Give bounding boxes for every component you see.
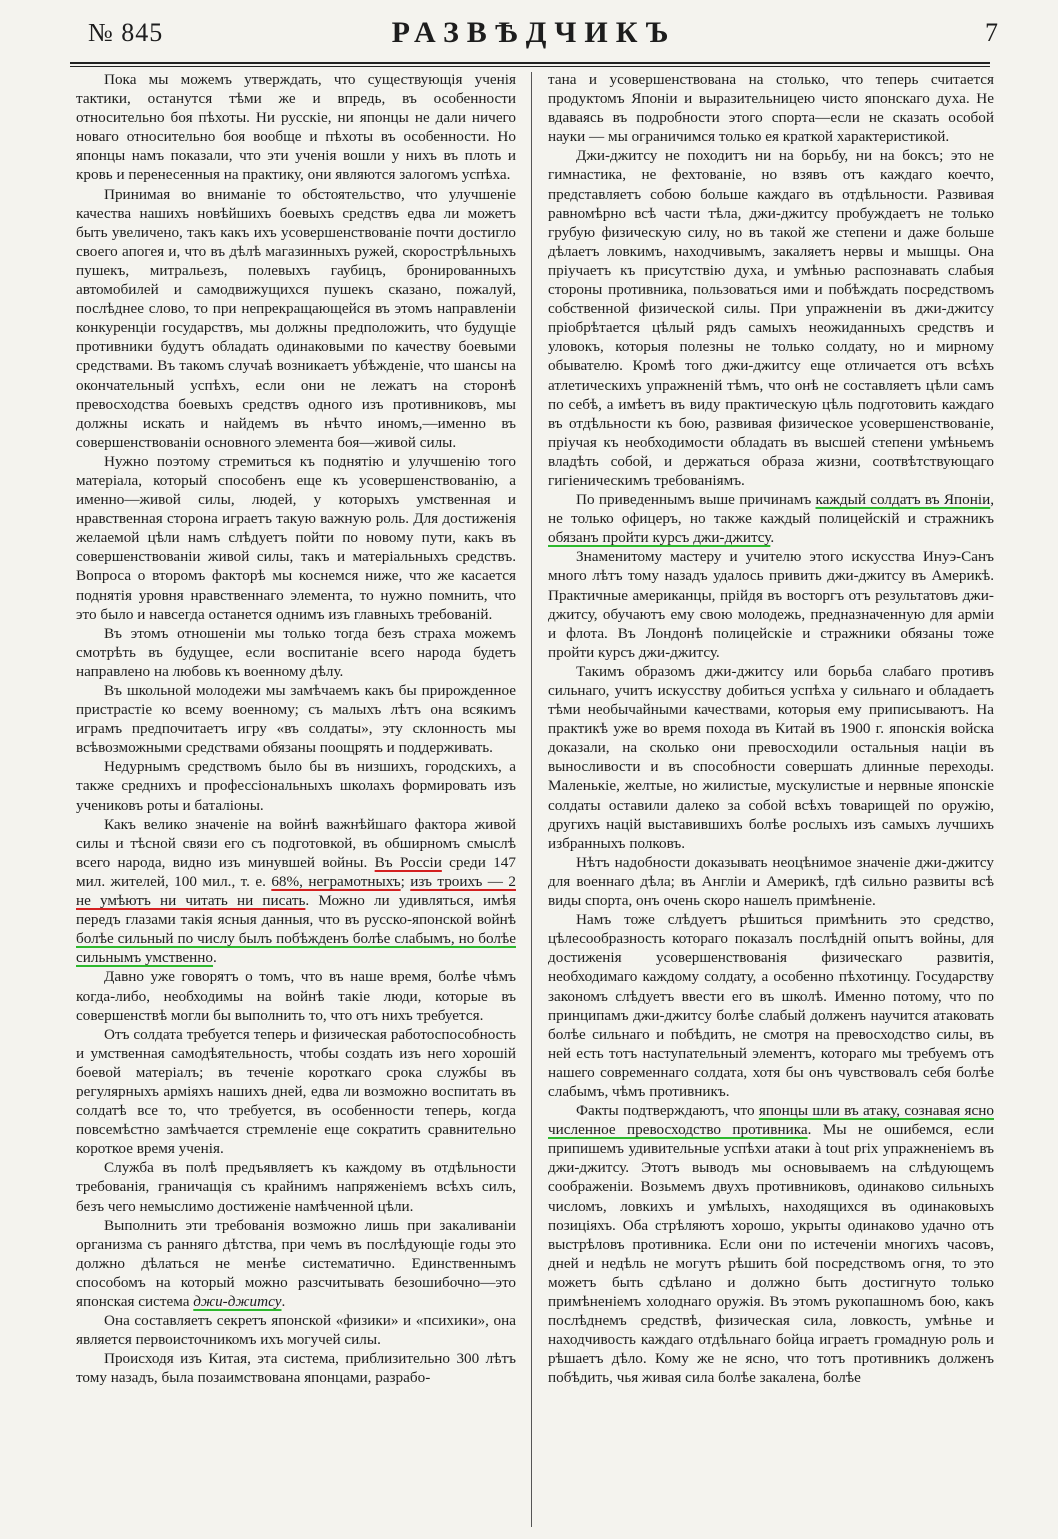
text-run: , не только офицеръ, но также каждый полицейскій и стражникъ (548, 491, 994, 528)
highlighted-paragraph (76, 815, 516, 968)
header-rule-thin (70, 66, 990, 67)
text-run: . (281, 1293, 286, 1310)
paragraph: Такимъ образомъ джи-джитсу или борьба слабаго противъ сильнаго, учитъ искусству добиться успѣха у сильнаго и обладаетъ тѣми необычайными качествами, которыя ему приписываютъ. На практикѣ уже во время похода въ Китай въ 1900 г. японскія войска доказали, на сколько они превосходили остальныя націи въ выносливости и въ способности совершать длинные переходы. Маленькіе, желтые, но жилистые, мускулистые и нервные японскіе солдаты оставили далеко за собой всѣхъ товарищей по оружію, другихъ націй выставившихъ болѣе рослыхъ изъ самыхъ лучшихъ избранныхъ полковъ. (548, 662, 994, 852)
column-divider (531, 72, 532, 1527)
paragraph: Пока мы можемъ утверждать, что существующія ученія тактики, останутся тѣми же и впредь, въ особенности относительно боя пѣхоты. Ни русскіе, ни японцы не дали ничего новаго относительно боя вообще и пѣхоты въ особенности. Но японцы намъ показали, что эти ученія вошли у нихъ въ плоть и кровь и перенесенныя на практику, они являются залогомъ успѣха. (76, 71, 516, 184)
paragraph: Въ школьной молодежи мы замѣчаемъ какъ бы прирожденное пристрастіе ко всему военному; съ малыхъ лѣтъ она всякимъ играмъ предпочитаетъ игру «въ солдаты», эту склонность мы всѣвозможными средствами обязаны поощрять и поддерживать. (76, 682, 516, 757)
red-underline-russia: Въ Россіи (374, 853, 442, 871)
japan-paragraph (548, 490, 994, 547)
right-column (548, 70, 994, 1530)
green-underline-jiu-jitsu: джи-джитсу (193, 1293, 282, 1310)
text-run: . (213, 949, 217, 967)
paragraph: Отъ солдата требуется теперь и физическая работоспособность и умственная самодѣятельность, чтобы создать изъ него хорошій боевой матеріалъ; въ теченіе короткаго срока службы въ регулярныхъ арміяхъ нашихъ дней, едва ли возможно воспитать въ солдатѣ все то, что требуется, въ особенности теперь, когда повсемѣстно замѣчается стремленіе еще сократить сравнительно короткое время ученія. (76, 1025, 516, 1158)
green-underline-stronger: болѣе сильный по числу былъ побѣжденъ болѣе слабымъ, но болѣе сильнымъ умственно (76, 930, 516, 967)
paragraph: Намъ тоже слѣдуетъ рѣшиться примѣнить это средство, цѣлесообразность котораго показалъ послѣдній опытъ войны, для достиженія усовершенствованія физическаго развитія, необходимаго каждому солдату, а особенно пѣхотинцу. Государству закономъ слѣдуетъ ввести его въ школѣ. Именно потому, что по принципамъ джи-джитсу болѣе слабый долженъ научится атаковать болѣе сильнаго и побѣдить, не смотря на превосходство силы, въ ней есть тотъ наступательный элементъ, котораго мы требуемъ отъ нашего современнаго солдата, хотя бы онъ чувствовалъ себя болѣе слабымъ, чѣмъ противникъ. (548, 911, 994, 1100)
jiu-paragraph (76, 1216, 516, 1311)
periodical-title: РАЗВѢДЧИКЪ (391, 16, 677, 49)
text-run: Факты подтверждаютъ, что (576, 1102, 759, 1120)
text-run: . Мы не ошибемся, если припишемъ удивительные успѣхи атаки à tout prix упражненіемъ въ джи-джитсу. Этотъ выводъ мы основываемъ на слѣдующемъ соображеніи. Возьмемъ двухъ противниковъ, одинаково сильныхъ числомъ, ловкихъ и умѣлыхъ, находящихся въ одинаковыхъ позиціяхъ. Оба стрѣляютъ хорошо, укрыты одинаково удачно отъ выстрѣловъ противника. Если они по истеченіи многихъ часовъ, дней и недѣль не могутъ рѣшить бой посредствомъ огня, то это можетъ быть сдѣлано и должно быть достигнуто только примѣненіемъ холоднаго оружія. Въ этомъ рукопашномъ бою, какъ послѣднемъ средствѣ, физическая сила, ловкость, умѣнье и находчивость каждаго отдѣльнаго бойца играетъ громадную роль и рѣшаетъ дѣло. Кому же не ясно, что тотъ противникъ долженъ побѣдить, чья живая сила болѣе закалена, болѣе (548, 1121, 994, 1387)
text-run: . Можно ли удивляться, имѣя передъ глазами такія ясныя данныя, что въ русско-японской войнѣ (76, 892, 516, 929)
left-column (76, 70, 516, 1530)
text-run: По приведеннымъ выше причинамъ (576, 491, 816, 509)
paragraph: Джи-джитсу не походитъ ни на борьбу, ни на боксъ; это не гимнастика, не фехтованіе, но взявъ отъ каждаго коечто, представляетъ собою больше каждаго въ отдѣльности. Развивая равномѣрно всѣ части тѣла, джи-джитсу пробуждаетъ не только грубую физическую силу, но въ такой же степени и даже больше дѣлаетъ ловкимъ, находчивымъ, закаляетъ нервы и мышцы. Она пріучаетъ къ присутствію духа, и умѣнью распознавать слабыя стороны противника, пользоваться ими и побѣждать посредствомъ собственной физической силы. При упражненіи въ джи-джитсу пріобрѣтается цѣлый рядъ самыхъ неожиданныхъ средствъ и уловокъ, которыя полезны не только солдату, но и мирному обывателю. Кромѣ того джи-джитсу еще отличается отъ всѣхъ атлетическихъ упражненій тѣмъ, что онѣ не составляетъ цѣли самъ по себѣ, а имѣетъ въ виду практическую цѣль подготовить каждаго въ отдѣльности къ бою, развивая физическое усовершенствованіе, пріучая къ необходимости обладать въ высшей степени умѣньемъ владѣть собой, и держаться образа жизни, соотвѣтствующаго гигіеническимъ требованіямъ. (548, 147, 994, 489)
text-run: ; (400, 872, 411, 890)
green-underline-course: обязанъ пройти курсъ джи-джитсу (548, 529, 771, 547)
continued-paragraph: тана и усовершенствована на столько, что теперь считается продуктомъ Японіи и выразительницею чисто японскаго духа. Не вдаваясь въ подробности этого спорта—если не сказать особой науки — мы ограничимся только ея краткой характеристикой. (548, 71, 994, 146)
facts-paragraph (548, 1101, 994, 1387)
red-underline-illiterate: 68%, неграмотныхъ (271, 872, 401, 890)
green-underline-every-soldier: каждый солдатъ въ Японіи (815, 491, 991, 509)
paragraph: Недурнымъ средствомъ было бы въ низшихъ, городскихъ, а также среднихъ и профессіональныхъ школахъ формировать изъ учениковъ роты и баталіоны. (76, 758, 516, 814)
header-rule (70, 62, 990, 64)
paragraph: Нужно поэтому стремиться къ поднятію и улучшенію того матеріала, который способенъ еще къ усовершенствованію, а именно—живой силы, людей, у которыхъ умственная и нравственная сторона играетъ такую важную роль. Для достиженія желаемой цѣли намъ слѣдуетъ пойти по новому пути, какъ въ совершенствованіи живой силы, такъ и матеріальныхъ средствъ. Вопроса о второмъ факторѣ мы коснемся ниже, что же касается поднятія уровня нравственнаго элемента, то нужно помнить, что это было и навсегда останется однимъ изъ главныхъ требованій. (76, 452, 516, 623)
paragraph: Давно уже говорятъ о томъ, что въ наше время, болѣе чѣмъ когда-либо, необходимы на войнѣ такіе люди, которые въ совершенствѣ могли бы выполнить то, что отъ нихъ требуется. (76, 968, 516, 1024)
paragraph: Она составляетъ секретъ японской «физики» и «психики», она является первоисточникомъ ихъ могучей силы. (76, 1312, 516, 1349)
paragraph: Нѣтъ надобности доказывать неоцѣнимое значеніе джи-джитсу для военнаго дѣла; въ Англіи и Америкѣ, гдѣ сильно развиты всѣ виды спорта, онъ очень скоро нашелъ примѣненіе. (548, 853, 994, 910)
issue-number: № 845 (88, 18, 164, 47)
text-run: Выполнить эти требованія возможно лишь при закаливаніи организма съ ранняго дѣтства, при чемъ въ послѣдующіе годы это должно дѣлаться не менѣе систематично. Единственнымъ способомъ на который можно разсчитывать безошибочно—это японская система (76, 1216, 516, 1310)
text-run: . (770, 529, 775, 547)
page-number: 7 (985, 18, 998, 47)
red-underline-two-of-three: изъ троихъ — 2 не умѣютъ ни читать ни писать (76, 872, 516, 910)
paragraph: Знаменитому мастеру и учителю этого искусства Инуэ-Санъ много лѣтъ тому назадъ удалось привить джи-джитсу въ Америкѣ. Практичные американцы, прійдя въ восторгъ отъ результатовъ джи-джитсу, обучаютъ ему свою молодежь, предназначенную для арміи и флота. Въ Лондонѣ полицейскіе и стражники обязаны тоже пройти курсъ джи-джитсу. (548, 548, 994, 661)
paragraph: Служба въ полѣ предъявляетъ къ каждому въ отдѣльности требованія, граничащія съ крайнимъ напряженіемъ всѣхъ силъ, безъ чего немыслимо достиженіе намѣченной цѣли. (76, 1159, 516, 1215)
paragraph: Принимая во вниманіе то обстоятельство, что улучшеніе качества нашихъ новѣйшихъ боевыхъ средствъ едва ли можетъ быть увеличено, такъ какъ ихъ усовершенствованіе почти достигло своего апогея и, что въ дѣлѣ магазинныхъ ружей, скорострѣльныхъ пушекъ, митральезъ, полевыхъ гаубицъ, бронированныхъ автомобилей и самодвижущихся пушекъ сказано, пожалуй, послѣднее слово, то при непрекращающейся въ этомъ направленіи конкуренціи государствъ, мы должны предположить, что будущіе противники будутъ обладать одинаковыми по качеству боевыми средствами. Въ такомъ случаѣ возникаетъ убѣжденіе, что шансы на окончательный успѣхъ, если они не лежатъ на сторонѣ превосходства боевыхъ средствъ одного изъ противниковъ, мы должны искать и найдемъ въ нѣчто иномъ,—именно въ совершенствованіи основного элемента боя—живой силы. (76, 185, 516, 451)
text-run: среди 147 мил. жителей, 100 мил., т. е. (76, 853, 516, 890)
paragraph: Въ этомъ отношеніи мы только тогда безъ страха можемъ смотрѣть въ будущее, если воспитаніе всего народа будетъ направлено на любовь къ военному дѣлу. (76, 624, 516, 680)
paragraph: Происходя изъ Китая, эта система, приблизительно 300 лѣтъ тому назадъ, была позаимствована японцами, разрабо- (76, 1350, 516, 1387)
text-run: Какъ велико значеніе на войнѣ важнѣйшаго фактора живой силы и тѣсной связи его съ подготовкой, въ обширномъ смыслѣ всего народа, видно изъ минувшей войны. (76, 815, 516, 871)
page-header (70, 8, 998, 68)
green-underline-attack: японцы шли въ атаку, сознавая ясно численное превосходство противника (548, 1102, 994, 1139)
